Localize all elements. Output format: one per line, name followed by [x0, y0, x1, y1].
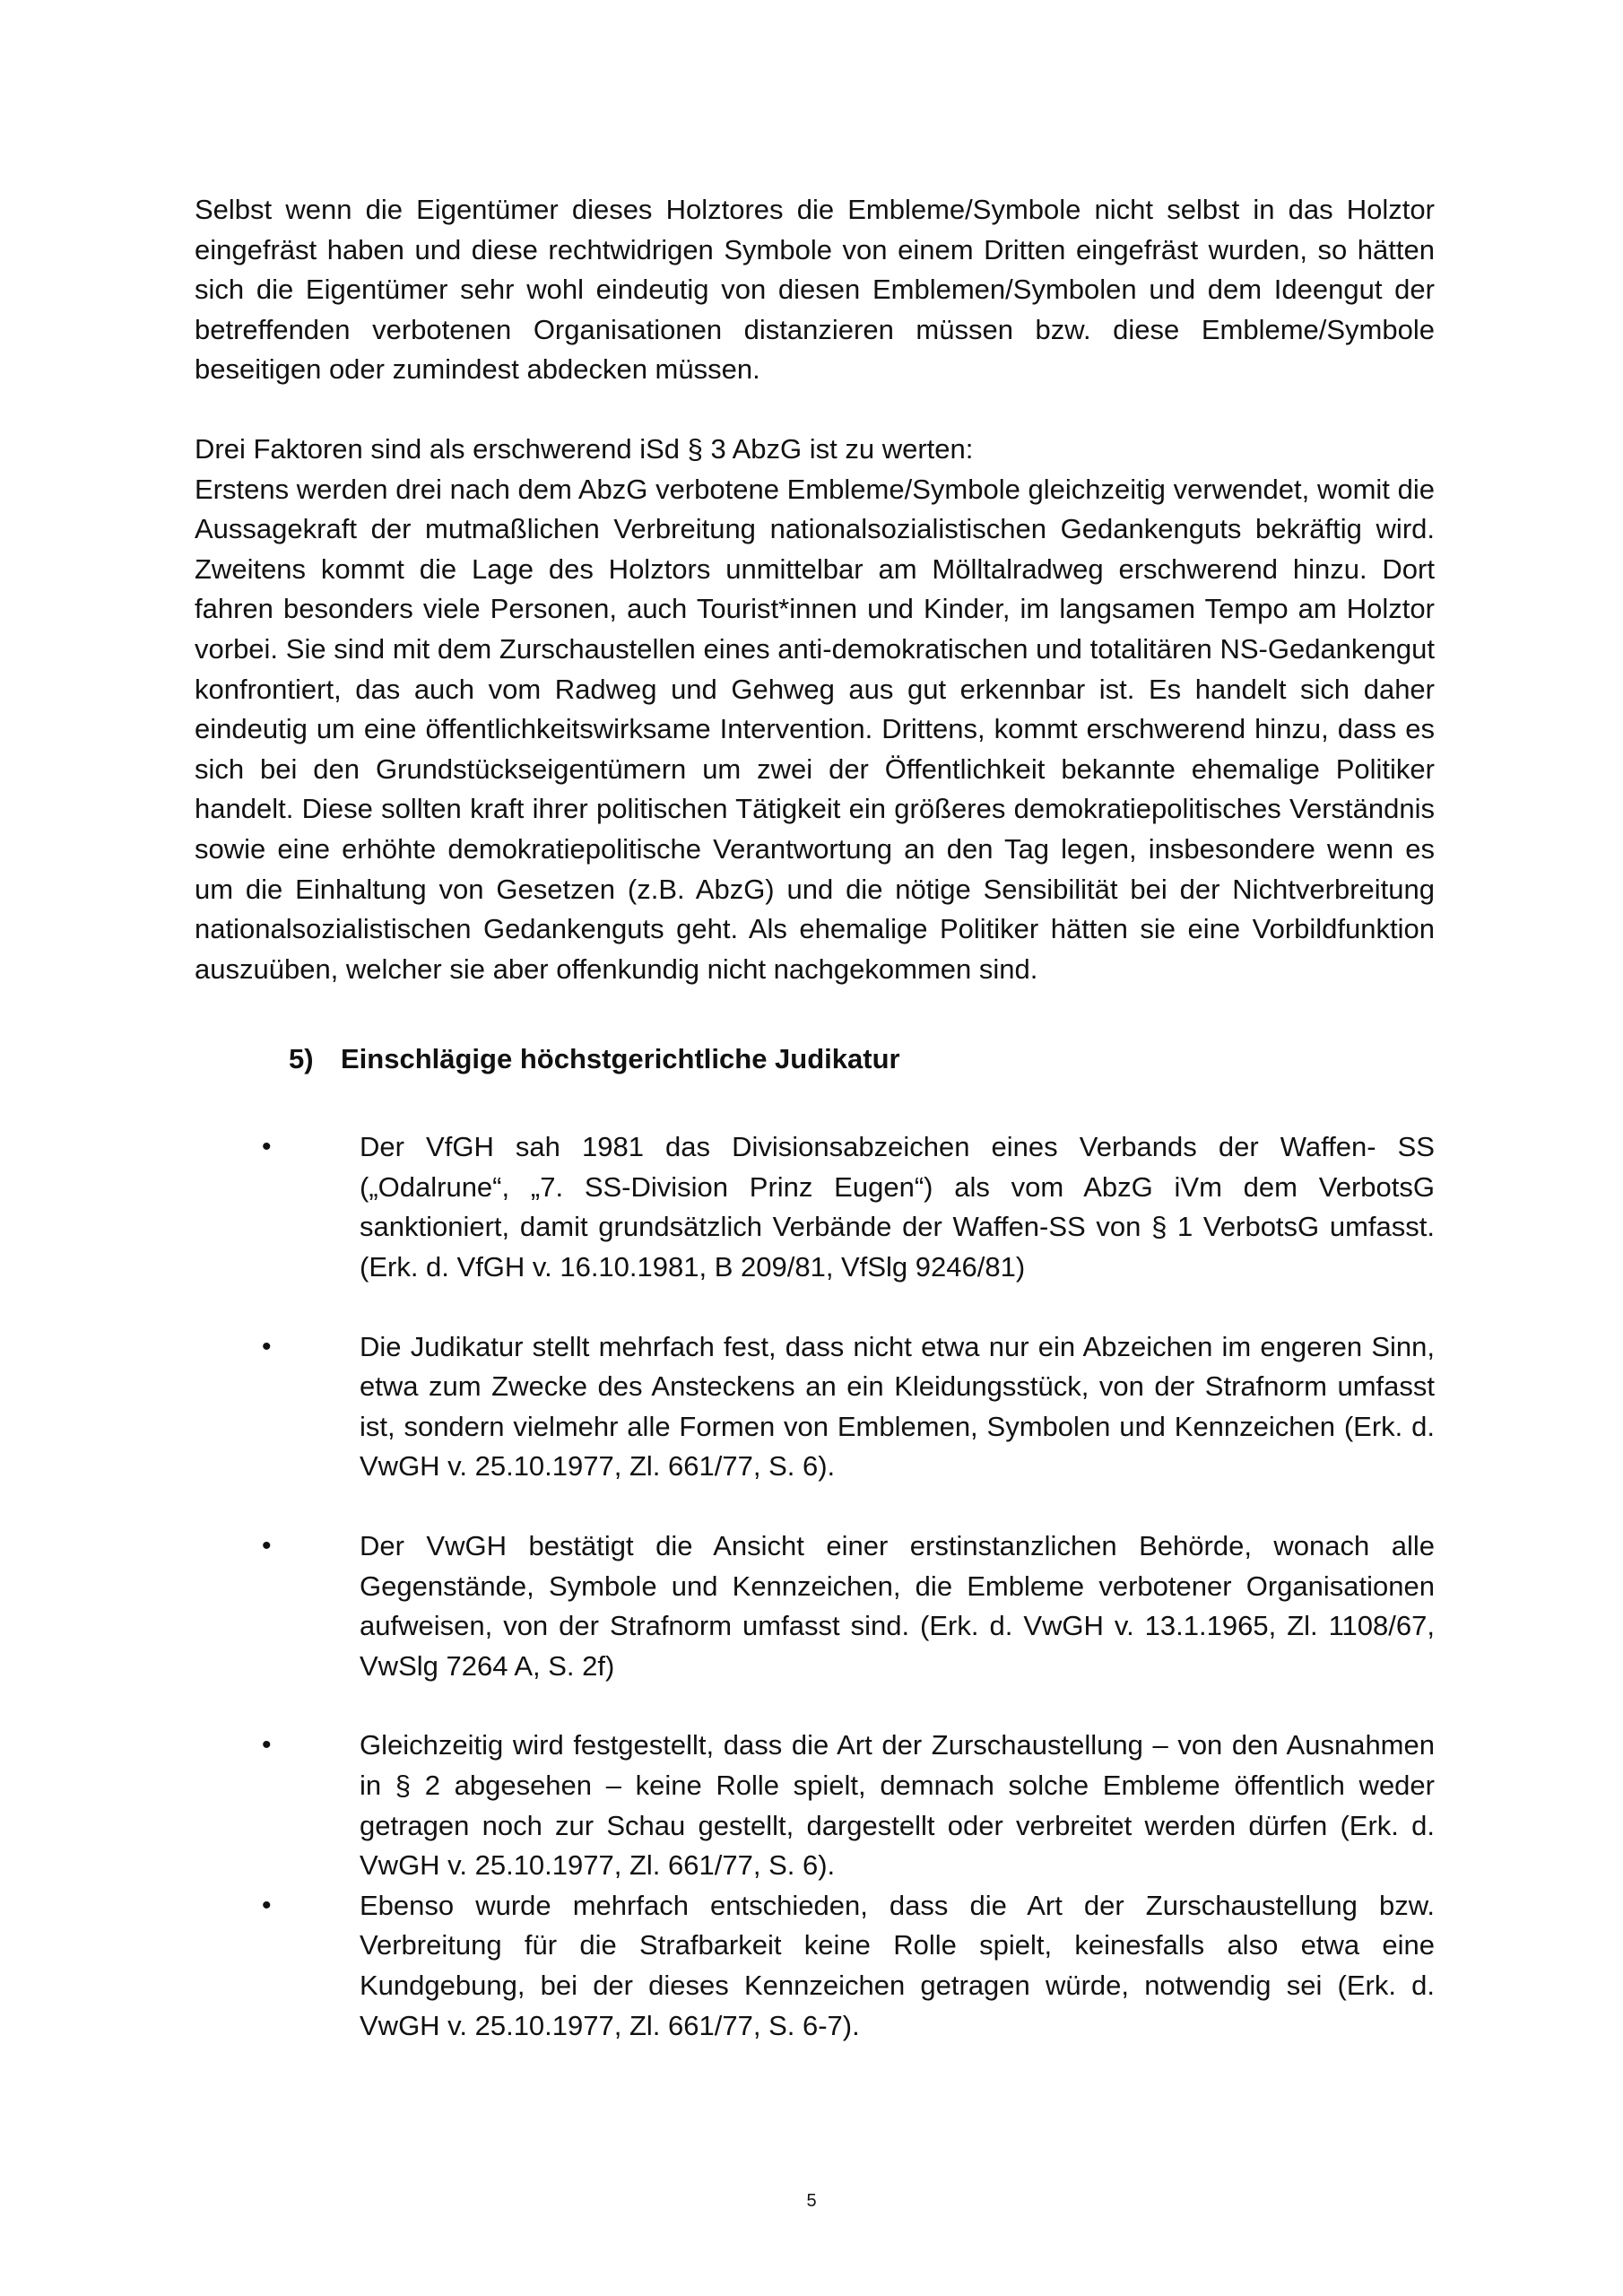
document-page [195, 190, 1435, 2046]
list-item [195, 1127, 1435, 1287]
bullet-icon: • [262, 1890, 272, 1920]
section-heading [289, 1039, 1435, 1079]
bullet-icon: • [262, 1132, 272, 1162]
list-item [195, 1886, 1435, 2046]
bullet-icon: • [262, 1531, 272, 1561]
list-item-text: Der VwGH bestätigt die Ansicht einer erstinstanzlichen Behörde, wonach alle Gegenstände, Symbole und Kennzeichen, die Embleme verbotener Organisationen aufweisen, von der Strafnorm umfasst sind. (Erk. d. VwGH v. 13.1.1965, Zl. 1108/67, VwSlg 7264 A, S. 2f) [360, 1530, 1435, 1682]
bullet-icon: • [262, 1730, 272, 1761]
list-item-text: Die Judikatur stellt mehrfach fest, dass nicht etwa nur ein Abzeichen im engeren Sinn, etwa zum Zwecke des Ansteckens an ein Kleidungsstück, von der Strafnorm umfasst ist, sondern vielmehr alle Formen von Emblemen, Symbolen und Kennzeichen (Erk. d. VwGH v. 25.10.1977, Zl. 661/77, S. 6). [360, 1330, 1435, 1483]
section-title: Einschlägige höchstgerichtliche Judikatur [341, 1043, 900, 1075]
judikatur-list [195, 1127, 1435, 2046]
list-item [195, 1526, 1435, 1686]
paragraph-ownership: Selbst wenn die Eigentümer dieses Holztores die Embleme/Symbole nicht selbst in das Holztor eingefräst haben und diese rechtwidrigen Symbole von einem Dritten eingefräst wurden, so hätten sich die Eigentümer sehr wohl eindeutig von diesen Emblemen/Symbolen und dem Ideengut der betreffenden verbotenen Organisationen distanzieren müssen bzw. diese Embleme/Symbole beseitigen oder zumindest abdecken müssen. [195, 194, 1435, 386]
bullet-icon: • [262, 1331, 272, 1361]
section-number: 5) [289, 1043, 314, 1075]
page-number: 5 [806, 2191, 817, 2211]
list-item [195, 1726, 1435, 1885]
list-item [195, 1327, 1435, 1487]
paragraph-aggravating-intro: Drei Faktoren sind als erschwerend iSd § 3 AbzG ist zu werten: [195, 432, 974, 465]
paragraph-aggravating-factors: Erstens werden drei nach dem AbzG verbotene Embleme/Symbole gleichzeitig verwendet, womit die Aussagekraft der mutmaßlichen Verbreitung nationalsozialistischen Gedankenguts bekräftig wird. Zweitens kommt die Lage des Holztors unmittelbar am Mölltalradweg erschwerend hinzu. Dort fahren besonders viele Personen, auch Tourist*innen und Kinder, im langsamen Tempo am Holztor vorbei. Sie sind mit dem Zurschaustellen eines anti-demokratischen und totalitären NS-Gedankengut konfrontiert, das auch vom Radweg und Gehweg aus gut erkennbar ist. Es handelt sich daher eindeutig um eine öffentlichkeitswirksame Intervention. Drittens, kommt erschwerend hinzu, dass es sich bei den Grundstückseigentümern um zwei der Öffentlichkeit bekannte ehemalige Politiker handelt. Diese sollten kraft ihrer politischen Tätigkeit ein größeres demokratiepolitisches Verständnis sowie eine erhöhte demokratiepolitische Verantwortung an den Tag legen, insbesondere wenn es um die Einhaltung von Gesetzen (z.B. AbzG) und die nötige Sensibilität bei der Nichtverbreitung nationalsozialistischen Gedankenguts geht. Als ehemalige Politiker hätten sie eine Vorbildfunktion auszuüben, welcher sie aber offenkundig nicht nachgekommen sind. [195, 473, 1435, 985]
paragraph-spacer [195, 390, 1435, 430]
list-item-text: Ebenso wurde mehrfach entschieden, dass die Art der Zurschaustellung bzw. Verbreitung für die Strafbarkeit keine Rolle spielt, keinesfalls also etwa eine Kundgebung, bei der dieses Kennzeichen getragen würde, notwendig sei (Erk. d. VwGH v. 25.10.1977, Zl. 661/77, S. 6-7). [360, 1889, 1435, 2041]
list-item-text: Gleichzeitig wird festgestellt, dass die Art der Zurschaustellung – von den Ausnahmen in § 2 abgesehen – keine Rolle spielt, demnach solche Embleme öffentlich weder getragen noch zur Schau gestellt, dargestellt oder verbreitet werden dürfen (Erk. d. VwGH v. 25.10.1977, Zl. 661/77, S. 6). [360, 1729, 1435, 1882]
list-item-text: Der VfGH sah 1981 das Divisionsabzeichen eines Verbands der Waffen- SS („Odalrune“, „7. SS-Division Prinz Eugen“) als vom AbzG iVm dem VerbotsG sanktioniert, damit grundsätzlich Verbände der Waffen-SS von § 1 VerbotsG umfasst. (Erk. d. VfGH v. 16.10.1981, B 209/81, VfSlg 9246/81) [360, 1131, 1435, 1283]
